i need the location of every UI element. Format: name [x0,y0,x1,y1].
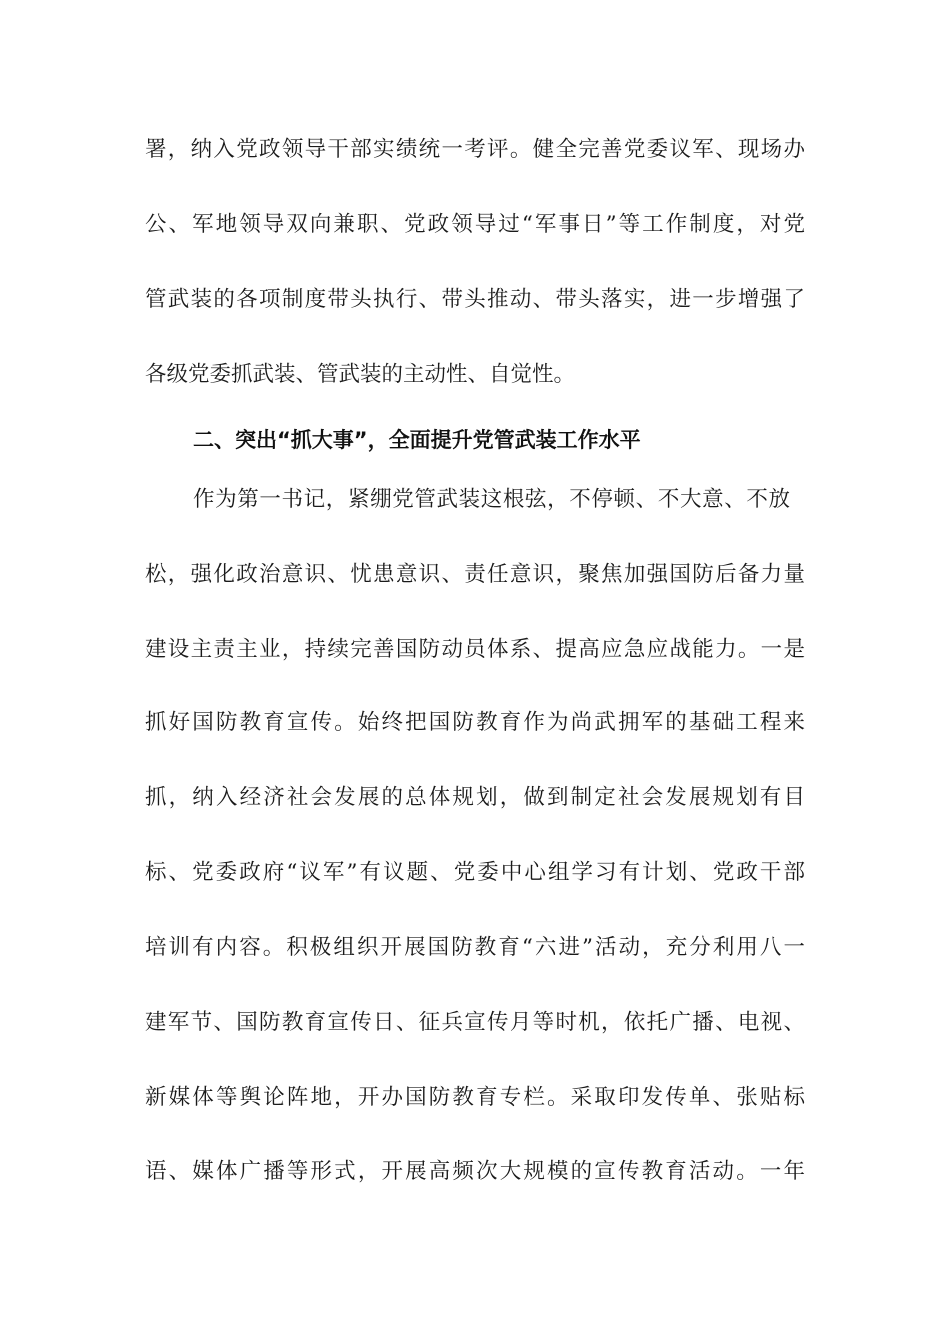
paragraph-line: 抓，纳入经济社会发展的总体规划，做到制定社会发展规划有目 [145,785,805,810]
paragraph-line: 署，纳入党政领导干部实绩统一考评。健全完善党委议军、现场办 [145,137,805,162]
section-heading: 二、突出“抓大事”，全面提升党管武装工作水平 [193,428,641,452]
paragraph-line: 培训有内容。积极组织开展国防教育“六进”活动，充分利用八一 [145,935,805,960]
paragraph-line: 公、军地领导双向兼职、党政领导过“军事日”等工作制度，对党 [145,212,805,237]
paragraph-line: 抓好国防教育宣传。始终把国防教育作为尚武拥军的基础工程来 [145,710,805,735]
paragraph-line: 作为第一书记，紧绷党管武装这根弦，不停顿、不大意、不放 [193,487,790,512]
paragraph-line: 管武装的各项制度带头执行、带头推动、带头落实，进一步增强了 [145,287,805,312]
paragraph-line: 新媒体等舆论阵地，开办国防教育专栏。采取印发传单、张贴标 [145,1085,805,1110]
paragraph-line: 标、党委政府“议军”有议题、党委中心组学习有计划、党政干部 [145,860,805,885]
paragraph-line: 建军节、国防教育宣传日、征兵宣传月等时机，依托广播、电视、 [145,1010,805,1035]
paragraph-line: 语、媒体广播等形式，开展高频次大规模的宣传教育活动。一年 [145,1159,805,1184]
paragraph-line: 建设主责主业，持续完善国防动员体系、提高应急应战能力。一是 [145,637,805,662]
paragraph-line: 松，强化政治意识、忧患意识、责任意识，聚焦加强国防后备力量 [145,562,805,587]
paragraph-line: 各级党委抓武装、管武装的主动性、自觉性。 [145,362,576,387]
